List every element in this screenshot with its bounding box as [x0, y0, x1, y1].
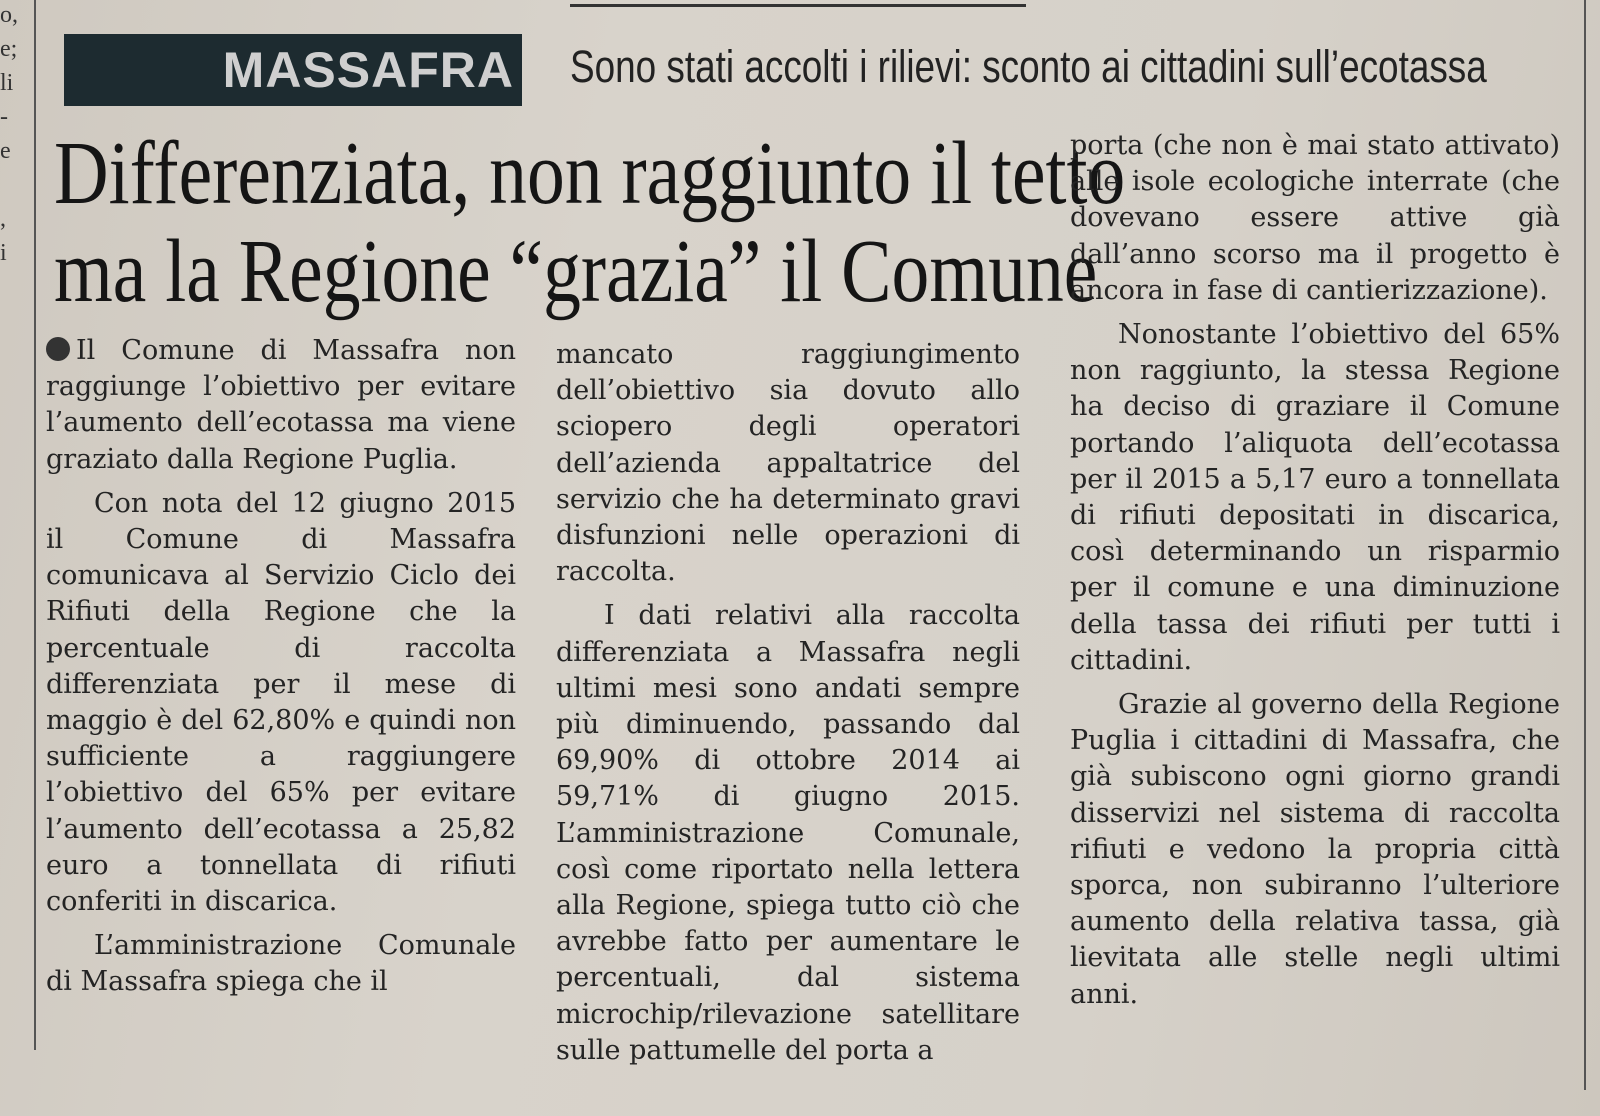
lead-paragraph [46, 333, 516, 478]
lead-text: Il Comune di Massafra non raggiunge l’obiettivo per evitare l’aumento dell’ecotassa ma viene graziato dalla Regione Puglia. [46, 335, 516, 475]
fragment: - [0, 104, 8, 130]
kicker-label: MASSAFRA [222, 42, 514, 98]
bullet-icon [46, 337, 70, 361]
headline-line-2: ma la Regione “grazia” il Comune [54, 222, 1098, 321]
headline-line-1: Differenziata, non raggiunto il tetto [54, 124, 1126, 223]
paragraph-continued: porta (che non è mai stato attivato) alle isole ecologiche interrate (che dovevano essere attive già dall’anno scorso ma il progetto è ancora in fase di cantierizzazione). [1070, 130, 1560, 306]
article-column-3 [1070, 128, 1560, 1013]
article-column-2 [556, 337, 1020, 1069]
paragraph: I dati relativi alla raccolta differenziata a Massafra negli ultimi mesi sono andati sempre più diminuendo, passando dal 69,90% di ottobre 2014 ai 59,71% di giugno 2015. L’amministrazione Comunale, così come riportato nella lettera alla Regione, spiega tutto ciò che avrebbe fatto per aumentare le percentuali, dal sistema microchip/rilevazione satellitare sulle pattumelle del porta a [556, 600, 1020, 1066]
paragraph: Con nota del 12 giugno 2015 il Comune di Massafra comunicava al Servizio Ciclo dei Rifiuti della Regione che la percentuale di raccolta differenziata per il mese di maggio è del 62,80% e quindi non sufficiente a raggiungere l’obiettivo del 65% per evitare l’aumento dell’ecotassa a 25,82 euro a tonnellata di rifiuti conferiti in discarica. [46, 487, 516, 918]
subheadline: Sono stati accolti i rilievi: sconto ai cittadini sull’ecotassa [570, 41, 1487, 92]
fragment: i [0, 240, 7, 266]
fragment: , [0, 206, 6, 232]
fragment: e; [0, 36, 18, 62]
column-divider-right [1584, 0, 1586, 1090]
section-kicker [64, 34, 522, 106]
previous-column-fragments [0, 0, 28, 300]
paragraph: Grazie al governo della Regione Puglia i cittadini di Massafra, che già subiscono ogni giorno grandi disservizi nel sistema di raccolta rifiuti e vedono la propria città sporca, non subiranno l’ulteriore aumento della relativa tassa, già lievitata alle stelle negli ultimi anni. [1070, 689, 1560, 1010]
column-divider-left [34, 0, 36, 1050]
top-rule [570, 4, 1026, 7]
fragment: li [0, 70, 14, 96]
fragment: e [0, 138, 11, 164]
headline [54, 124, 1126, 321]
paragraph: Nonostante l’obiettivo del 65% non raggiunto, la stessa Regione ha deciso di graziare il Comune portando l’aliquota dell’ecotassa per il 2015 a 5,17 euro a tonnellata di rifiuti depositati in discarica, così determinando un risparmio per il comune e una diminuzione della tassa dei rifiuti per tutti i cittadini. [1070, 319, 1560, 676]
paragraph: L’amministrazione Comunale di Massafra spiega che il [46, 930, 516, 998]
paragraph-continued: mancato raggiungimento dell’obiettivo sia dovuto allo sciopero degli operatori dell’azienda appaltatrice del servizio che ha determinato gravi disfunzioni nelle operazioni di raccolta. [556, 339, 1020, 588]
article-column-1 [46, 333, 516, 1001]
fragment [0, 170, 28, 204]
fragment: o, [0, 2, 18, 28]
